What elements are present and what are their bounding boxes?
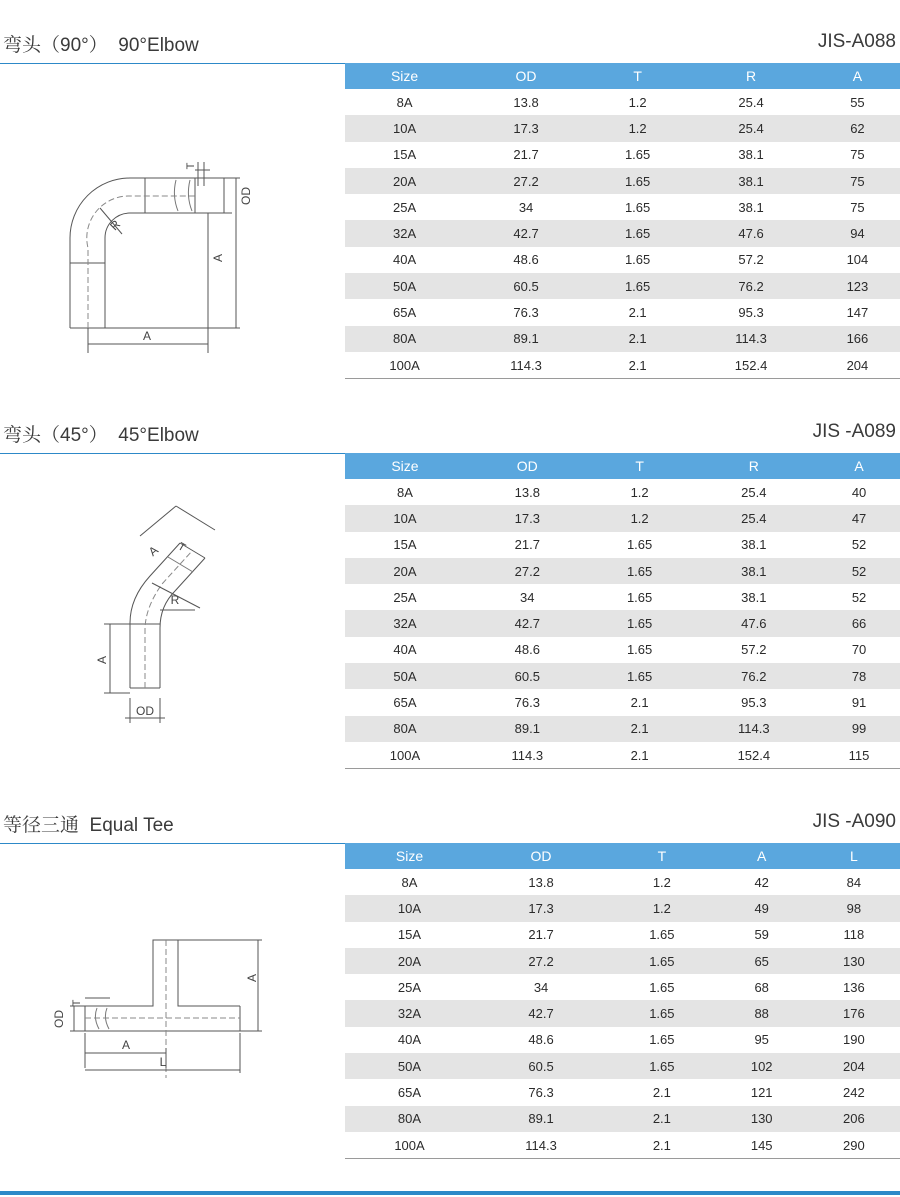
table-cell: 47.6 <box>687 220 815 246</box>
col-header: A <box>716 843 808 869</box>
table-cell: 17.3 <box>465 505 590 531</box>
table-cell: 50A <box>345 1053 474 1079</box>
table-cell: 176 <box>808 1000 900 1026</box>
table-cell: 1.65 <box>649 927 675 943</box>
table-cell: 115 <box>818 742 900 769</box>
section-title: 等径三通 Equal Tee <box>3 815 174 836</box>
label-a-vertical: A <box>245 973 259 983</box>
table-cell: 60.5 <box>464 273 588 299</box>
table-cell: 13.8 <box>513 94 539 110</box>
table-cell: 38.1 <box>738 147 764 163</box>
table-cell: 121 <box>750 1085 773 1101</box>
table-row <box>345 558 900 584</box>
table-cell: 130 <box>716 1106 808 1132</box>
col-header: T <box>608 843 716 869</box>
spec-table-45-elbow <box>345 453 900 769</box>
table-cell: 38.1 <box>741 589 767 605</box>
table-cell: 20A <box>345 558 465 584</box>
table-row <box>345 716 900 742</box>
table-header-row <box>345 843 900 869</box>
table-row <box>345 142 900 168</box>
col-header: T <box>590 453 690 479</box>
table-cell: 15A <box>397 927 422 943</box>
col-header: R <box>690 453 819 479</box>
table-cell: 1.65 <box>590 558 690 584</box>
table-cell: 34 <box>533 979 549 995</box>
table-cell: 290 <box>808 1132 900 1159</box>
table-cell: 1.65 <box>608 948 716 974</box>
table-cell: 1.65 <box>588 168 687 194</box>
table-cell: 32A <box>345 1000 474 1026</box>
table-cell: 57.2 <box>738 252 764 268</box>
table-cell: 25A <box>393 589 417 605</box>
table-row <box>345 273 900 299</box>
table-cell: 25.4 <box>741 484 767 500</box>
table-cell: 130 <box>808 948 900 974</box>
table-cell: 27.2 <box>464 168 588 194</box>
col-header: T <box>588 63 687 89</box>
table-cell: 34 <box>520 589 535 605</box>
table-row <box>345 637 900 663</box>
table-cell: 80A <box>345 716 465 742</box>
table-cell: 88 <box>716 1000 808 1026</box>
table-cell: 89.1 <box>465 716 590 742</box>
table-cell: 27.2 <box>465 558 590 584</box>
table-cell: 25.4 <box>738 94 764 110</box>
table-cell: 47.6 <box>690 610 819 636</box>
label-a-horizontal: A <box>142 329 152 343</box>
table-cell: 1.65 <box>626 537 653 553</box>
table-cell: 65A <box>397 1085 422 1101</box>
table-cell: 40A <box>397 1032 422 1048</box>
table-cell: 2.1 <box>590 742 690 769</box>
table-cell: 50A <box>345 663 465 689</box>
table-cell: 95.3 <box>741 695 767 711</box>
table-cell: 206 <box>808 1106 900 1132</box>
table-row <box>345 1132 900 1159</box>
table-cell: 42.7 <box>474 1000 608 1026</box>
table-cell: 21.7 <box>513 147 539 163</box>
table-row <box>345 1079 900 1105</box>
table-cell: 1.2 <box>588 115 687 141</box>
table-cell: 13.8 <box>528 874 554 890</box>
table-cell: 118 <box>843 927 865 943</box>
table-cell: 49 <box>716 895 808 921</box>
table-cell: 98 <box>808 895 900 921</box>
table-cell: 59 <box>754 927 769 943</box>
table-cell: 68 <box>754 979 769 995</box>
table-cell: 48.6 <box>528 1032 554 1048</box>
table-cell: 20A <box>345 168 464 194</box>
section-equal-tee <box>0 808 900 1178</box>
table-cell: 114.3 <box>465 742 590 769</box>
table-row <box>345 1000 900 1026</box>
table-cell: 40 <box>851 484 867 500</box>
table-cell: 8A <box>401 874 418 890</box>
table-cell: 50A <box>345 273 464 299</box>
table-cell: 1.65 <box>624 252 651 268</box>
table-cell: 48.6 <box>513 252 539 268</box>
table-cell: 1.65 <box>624 147 651 163</box>
table-cell: 1.65 <box>588 273 687 299</box>
label-t: T <box>71 999 83 1007</box>
col-header: A <box>815 63 900 89</box>
table-cell: 15A <box>393 537 417 553</box>
label-a-vertical: A <box>211 253 225 263</box>
col-header: R <box>687 63 815 89</box>
page-bottom-rule <box>0 1191 900 1195</box>
table-cell: 76.3 <box>528 1085 554 1101</box>
label-a-side: A <box>95 655 109 665</box>
table-cell: 2.1 <box>590 716 690 742</box>
col-header: OD <box>464 63 588 89</box>
table-cell: 2.1 <box>652 1085 671 1101</box>
table-cell: 47 <box>818 505 900 531</box>
table-row <box>345 89 900 115</box>
table-row <box>345 584 900 610</box>
table-cell: 65A <box>392 305 417 321</box>
table-cell: 2.1 <box>608 1132 716 1159</box>
table-cell: 1.65 <box>649 979 675 995</box>
table-cell: 10A <box>345 115 464 141</box>
col-header: A <box>818 453 900 479</box>
table-cell: 52 <box>818 558 900 584</box>
table-cell: 70 <box>851 642 867 658</box>
table-cell: 25.4 <box>690 505 819 531</box>
elbow-45-diagram <box>0 458 345 788</box>
table-cell: 204 <box>815 352 900 379</box>
table-cell: 100A <box>345 1132 474 1159</box>
table-cell: 136 <box>843 979 865 995</box>
table-cell: 104 <box>846 252 869 268</box>
table-row <box>345 352 900 379</box>
label-od: OD <box>136 704 154 718</box>
table-cell: 1.2 <box>628 94 647 110</box>
table-cell: 76.3 <box>514 695 540 711</box>
table-cell: 34 <box>518 199 534 215</box>
table-row <box>345 895 900 921</box>
table-row <box>345 948 900 974</box>
elbow-90-diagram <box>0 68 345 398</box>
table-cell: 80A <box>345 326 464 352</box>
table-cell: 152.4 <box>690 742 819 769</box>
label-r: R <box>107 217 124 234</box>
table-row <box>345 247 900 273</box>
table-row <box>345 922 900 948</box>
col-header: OD <box>465 453 590 479</box>
col-header: Size <box>345 63 464 89</box>
spec-table-90-elbow <box>345 63 900 379</box>
table-cell: 60.5 <box>474 1053 608 1079</box>
product-code: JIS-A088 <box>817 31 896 52</box>
table-cell: 1.2 <box>608 895 716 921</box>
table-cell: 91 <box>851 695 867 711</box>
table-cell: 95 <box>754 1032 769 1048</box>
table-cell: 32A <box>345 220 464 246</box>
table-cell: 25A <box>397 979 422 995</box>
table-cell: 1.65 <box>588 220 687 246</box>
table-cell: 21.7 <box>514 537 540 553</box>
table-row <box>345 194 900 220</box>
table-cell: 89.1 <box>464 326 588 352</box>
table-cell: 1.65 <box>608 1000 716 1026</box>
spec-table-equal-tee <box>345 843 900 1159</box>
table-cell: 2.1 <box>588 326 687 352</box>
table-cell: 17.3 <box>464 115 588 141</box>
table-row <box>345 689 900 715</box>
table-cell: 38.1 <box>741 537 767 553</box>
col-header: Size <box>345 453 465 479</box>
table-cell: 95.3 <box>738 305 764 321</box>
table-cell: 190 <box>843 1032 865 1048</box>
table-cell: 99 <box>818 716 900 742</box>
table-cell: 166 <box>815 326 900 352</box>
section-title: 弯头（45°） 45°Elbow <box>3 425 199 446</box>
table-row <box>345 532 900 558</box>
table-row <box>345 168 900 194</box>
label-od: OD <box>52 1010 66 1028</box>
table-cell: 65A <box>393 695 417 711</box>
table-cell: 38.1 <box>687 168 815 194</box>
table-cell: 75 <box>850 199 865 215</box>
table-cell: 66 <box>818 610 900 636</box>
table-cell: 114.3 <box>687 326 815 352</box>
table-cell: 100A <box>345 352 464 379</box>
col-header: L <box>808 843 900 869</box>
table-cell: 1.2 <box>652 874 671 890</box>
table-cell: 60.5 <box>465 663 590 689</box>
col-header: OD <box>474 843 608 869</box>
table-cell: 38.1 <box>690 558 819 584</box>
table-cell: 65 <box>716 948 808 974</box>
table-cell: 8A <box>397 484 413 500</box>
table-cell: 2.1 <box>628 305 647 321</box>
table-cell: 84 <box>846 874 862 890</box>
table-row <box>345 1106 900 1132</box>
table-cell: 114.3 <box>474 1132 608 1159</box>
table-cell: 32A <box>345 610 465 636</box>
table-cell: 25.4 <box>687 115 815 141</box>
table-row <box>345 505 900 531</box>
table-cell: 114.3 <box>464 352 588 379</box>
table-cell: 114.3 <box>690 716 819 742</box>
table-row <box>345 742 900 769</box>
section-title: 弯头（90°） 90°Elbow <box>3 35 199 56</box>
table-cell: 38.1 <box>738 199 764 215</box>
table-cell: 2.1 <box>630 695 649 711</box>
label-od: OD <box>239 187 253 205</box>
table-cell: 1.2 <box>630 484 649 500</box>
table-cell: 1.65 <box>624 199 651 215</box>
table-cell: 13.8 <box>514 484 540 500</box>
table-cell: 147 <box>846 305 869 321</box>
table-cell: 80A <box>345 1106 474 1132</box>
table-cell: 55 <box>850 94 865 110</box>
table-cell: 145 <box>716 1132 808 1159</box>
table-cell: 75 <box>815 168 900 194</box>
table-header-row <box>345 453 900 479</box>
table-cell: 62 <box>815 115 900 141</box>
table-cell: 204 <box>808 1053 900 1079</box>
table-cell: 10A <box>345 895 474 921</box>
table-cell: 52 <box>851 589 867 605</box>
table-row <box>345 1053 900 1079</box>
product-code: JIS -A089 <box>812 421 896 442</box>
label-l: L <box>159 1055 167 1069</box>
table-cell: 42.7 <box>465 610 590 636</box>
table-cell: 10A <box>345 505 465 531</box>
table-header-row <box>345 63 900 89</box>
table-row <box>345 220 900 246</box>
table-cell: 40A <box>392 252 417 268</box>
table-cell: 40A <box>393 642 417 658</box>
table-cell: 21.7 <box>528 927 554 943</box>
table-cell: 102 <box>716 1053 808 1079</box>
table-cell: 2.1 <box>608 1106 716 1132</box>
table-row <box>345 1027 900 1053</box>
table-cell: 48.6 <box>514 642 540 658</box>
table-cell: 76.3 <box>513 305 539 321</box>
table-cell: 1.65 <box>590 610 690 636</box>
table-cell: 1.65 <box>626 642 653 658</box>
col-header: Size <box>345 843 474 869</box>
table-row <box>345 663 900 689</box>
table-cell: 25A <box>392 199 417 215</box>
table-cell: 152.4 <box>687 352 815 379</box>
label-r: R <box>170 593 180 607</box>
equal-tee-diagram <box>0 848 345 1178</box>
table-cell: 78 <box>818 663 900 689</box>
table-cell: 42.7 <box>464 220 588 246</box>
table-cell: 1.2 <box>590 505 690 531</box>
table-cell: 42 <box>754 874 769 890</box>
table-cell: 242 <box>843 1085 865 1101</box>
table-cell: 2.1 <box>588 352 687 379</box>
table-cell: 1.65 <box>626 589 653 605</box>
table-cell: 15A <box>392 147 417 163</box>
table-cell: 1.65 <box>608 1053 716 1079</box>
table-cell: 1.65 <box>649 1032 675 1048</box>
table-row <box>345 299 900 325</box>
table-cell: 1.65 <box>590 663 690 689</box>
table-row <box>345 610 900 636</box>
table-cell: 75 <box>850 147 865 163</box>
table-cell: 123 <box>815 273 900 299</box>
section-45-elbow <box>0 418 900 788</box>
label-t: T <box>185 162 197 170</box>
table-row <box>345 115 900 141</box>
table-row <box>345 326 900 352</box>
table-cell: 52 <box>851 537 867 553</box>
table-cell: 57.2 <box>741 642 767 658</box>
label-a-horizontal: A <box>121 1038 131 1052</box>
label-a-top: A <box>145 542 161 559</box>
table-cell: 100A <box>345 742 465 769</box>
product-code: JIS -A090 <box>812 811 896 832</box>
table-row <box>345 869 900 895</box>
table-cell: 17.3 <box>474 895 608 921</box>
table-cell: 76.2 <box>687 273 815 299</box>
section-90-elbow <box>0 28 900 398</box>
table-row <box>345 479 900 505</box>
table-cell: 8A <box>396 94 413 110</box>
table-row <box>345 974 900 1000</box>
table-cell: 76.2 <box>690 663 819 689</box>
label-t: T <box>175 540 188 555</box>
table-cell: 89.1 <box>474 1106 608 1132</box>
table-cell: 94 <box>815 220 900 246</box>
table-cell: 27.2 <box>474 948 608 974</box>
table-cell: 20A <box>345 948 474 974</box>
